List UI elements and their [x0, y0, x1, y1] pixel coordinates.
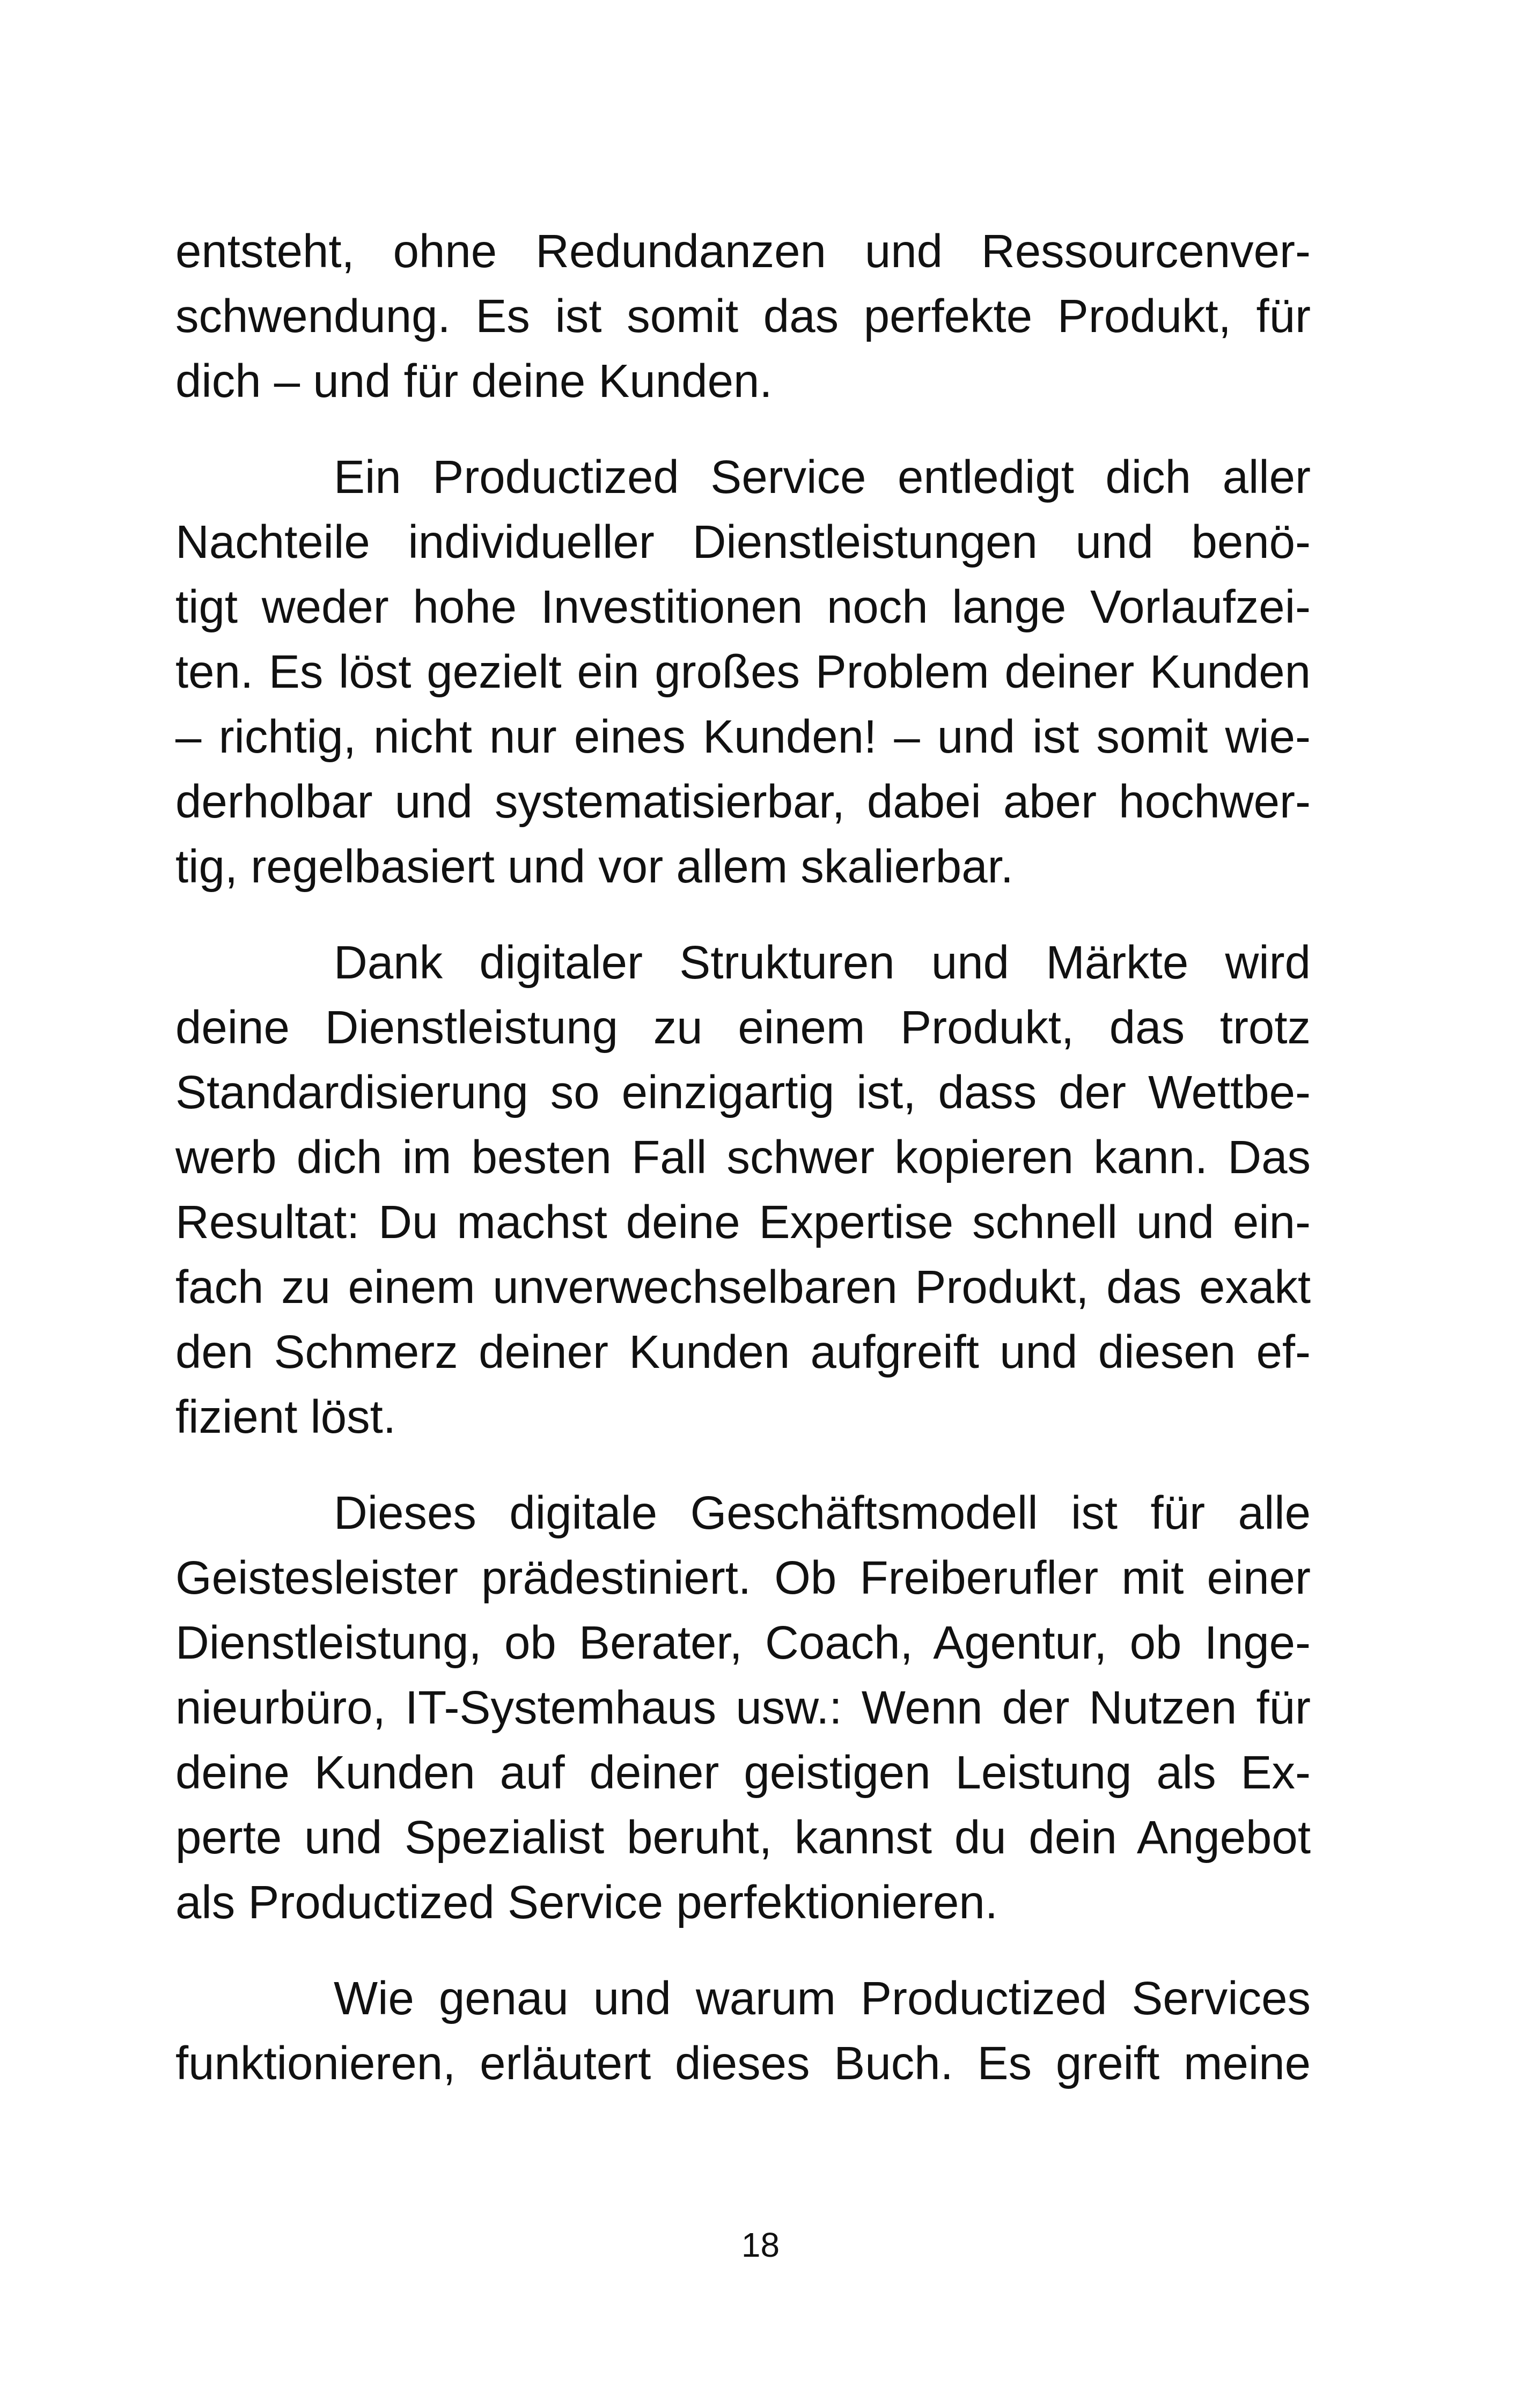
paragraph: [175, 1966, 1311, 2096]
text-line: Nachteile individueller Dienstleistungen und benö-: [175, 516, 1311, 568]
text-line: werb dich im besten Fall schwer kopieren kann. Das: [175, 1131, 1311, 1183]
text-line: tigt weder hohe Investitionen noch lange Vorlaufzei-: [175, 581, 1311, 633]
text-line: schwendung. Es ist somit das perfekte Produkt, für: [175, 290, 1311, 342]
text-line: den Schmerz deiner Kunden aufgreift und diesen ef-: [175, 1326, 1311, 1378]
text-line: Dienstleistung, ob Berater, Coach, Agentur, ob Inge-: [175, 1617, 1311, 1669]
text-line: nieurbüro, IT-Systemhaus usw.: Wenn der Nutzen für: [175, 1682, 1311, 1734]
text-line: deine Dienstleistung zu einem Produkt, das trotz: [175, 1002, 1311, 1054]
text-line: Wie genau und warum Productized Services: [334, 1972, 1311, 2024]
text-line: fach zu einem unverwechselbaren Produkt, das exakt: [175, 1261, 1311, 1313]
text-line: entsteht, ohne Redundanzen und Ressourcenver-: [175, 225, 1311, 277]
text-line: perte und Spezialist beruht, kannst du dein Angebot: [175, 1811, 1311, 1864]
text-line: funktionieren, erläutert dieses Buch. Es greift meine: [175, 2037, 1311, 2089]
text-line: deine Kunden auf deiner geistigen Leistung als Ex-: [175, 1747, 1311, 1799]
text-line: ten. Es löst gezielt ein großes Problem deiner Kunden: [175, 646, 1311, 698]
body-text: [175, 219, 1311, 2096]
text-line: dich – und für deine Kunden.: [175, 355, 773, 407]
paragraph-gap: [175, 899, 1311, 930]
text-line: derholbar und systematisierbar, dabei aber hochwer-: [175, 776, 1311, 828]
paragraph: [175, 930, 1311, 1449]
text-line: Dank digitaler Strukturen und Märkte wird: [334, 937, 1311, 989]
text-line: tig, regelbasiert und vor allem skalierbar.: [175, 841, 1013, 893]
text-line: Dieses digitale Geschäftsmodell ist für alle: [334, 1487, 1311, 1539]
paragraph: [175, 219, 1311, 414]
paragraph-gap: [175, 1449, 1311, 1481]
paragraph-gap: [175, 1935, 1311, 1966]
page-number: 18: [741, 2226, 780, 2264]
paragraph-gap: [175, 414, 1311, 445]
paragraph: [175, 1481, 1311, 1935]
text-line: Geistesleister prädestiniert. Ob Freiberufler mit einer: [175, 1552, 1311, 1604]
paragraph: [175, 445, 1311, 899]
text-line: fizient löst.: [175, 1391, 396, 1443]
text-line: als Productized Service perfektionieren.: [175, 1876, 998, 1928]
text-line: Standardisierung so einzigartig ist, dass der Wettbe-: [175, 1066, 1311, 1118]
text-line: Ein Productized Service entledigt dich aller: [334, 451, 1311, 503]
text-line: – richtig, nicht nur eines Kunden! – und ist somit wie-: [175, 711, 1311, 763]
text-line: Resultat: Du machst deine Expertise schnell und ein-: [175, 1196, 1311, 1248]
